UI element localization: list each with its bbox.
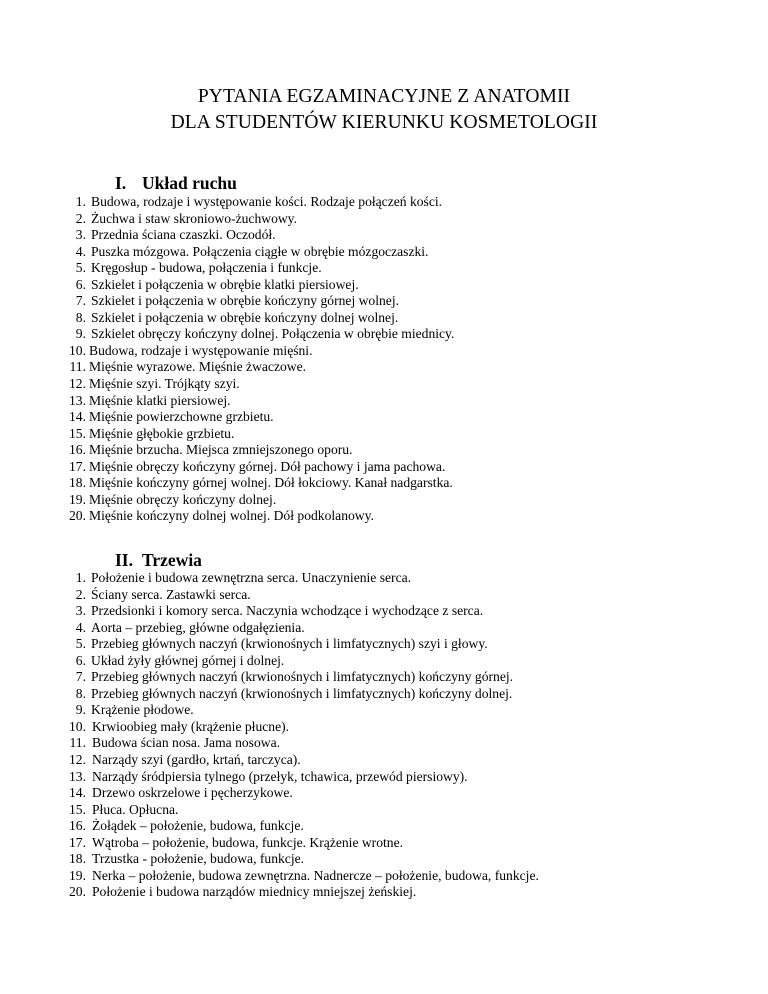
question-number: 16. [69,442,86,458]
section-title: Trzewia [142,550,202,570]
question-text: Ściany serca. Zastawki serca. [91,586,251,602]
question-text: Mięśnie głębokie grzbietu. [89,425,235,441]
question-text: Żuchwa i staw skroniowo-żuchwowy. [91,210,297,226]
question-item [62,376,454,393]
question-text: Szkielet i połączenia w obrębie klatki piersiowej. [91,276,359,292]
question-text: Wątroba – położenie, budowa, funkcje. Krążenie wrotne. [92,834,404,850]
question-item [62,620,539,637]
question-text: Szkielet obręczy kończyny dolnej. Połączenia w obrębie miednicy. [91,326,455,342]
question-text: Mięśnie wyrazowe. Mięśnie żwaczowe. [89,359,307,375]
question-item [62,752,539,769]
question-number: 2. [75,586,86,602]
question-item [62,884,539,901]
question-text: Nerka – położenie, budowa zewnętrzna. Nadnercze – położenie, budowa, funkcje. [92,867,539,883]
question-text: Narządy szyi (gardło, krtań, tarczyca). [92,752,301,768]
question-number: 4. [75,243,86,259]
question-text: Budowa ścian nosa. Jama nosowa. [92,735,281,751]
question-item [62,359,454,376]
question-text: Kręgosłup - budowa, połączenia i funkcje. [91,260,322,276]
question-text: Mięśnie kończyny dolnej wolnej. Dół podkolanowy. [89,508,374,524]
question-number: 7. [75,293,86,309]
question-item [62,802,539,819]
question-item [62,393,454,410]
question-item [62,293,454,310]
question-text: Mięśnie szyi. Trójkąty szyi. [89,376,240,392]
question-number: 19. [69,867,86,883]
section-heading-uklad-ruchu [115,173,237,194]
question-number: 10. [69,718,86,734]
document-title [0,84,768,136]
title-line-1: PYTANIA EGZAMINACYJNE Z ANATOMII [197,86,571,107]
section-numeral: II. [115,550,133,570]
question-item [62,426,454,443]
question-text: Położenie i budowa narządów miednicy mniejszej żeńskiej. [92,884,417,900]
question-number: 17. [69,834,86,850]
question-text: Budowa, rodzaje i występowanie kości. Rodzaje połączeń kości. [91,194,443,209]
question-number: 4. [75,619,86,635]
question-number: 11. [69,359,86,375]
question-text: Żołądek – położenie, budowa, funkcje. [92,818,304,834]
question-text: Przebieg głównych naczyń (krwionośnych i limfatycznych) szyi i głowy. [91,636,488,652]
question-item [62,508,454,525]
question-number: 1. [75,194,86,209]
question-number: 14. [69,785,86,801]
question-item [62,818,539,835]
question-number: 6. [75,276,86,292]
question-number: 14. [69,409,86,425]
question-text: Położenie i budowa zewnętrzna serca. Unaczynienie serca. [91,570,412,585]
question-text: Przebieg głównych naczyń (krwionośnych i limfatycznych) kończyny górnej. [91,669,514,685]
question-number: 20. [69,884,86,900]
question-text: Puszka mózgowa. Połączenia ciągłe w obrębie mózgoczaszki. [91,243,429,259]
question-text: Szkielet i połączenia w obrębie kończyny górnej wolnej. [91,293,400,309]
question-number: 18. [69,475,86,491]
question-item [62,326,454,343]
question-item [62,653,539,670]
question-number: 19. [69,491,86,507]
question-number: 3. [75,603,86,619]
question-item [62,227,454,244]
question-item [62,735,539,752]
question-item [62,785,539,802]
question-text: Przednia ściana czaszki. Oczodół. [91,227,276,243]
question-text: Trzustka - położenie, budowa, funkcje. [92,851,305,867]
question-number: 15. [69,425,86,441]
question-item [62,409,454,426]
question-number: 16. [69,818,86,834]
question-item [62,211,454,228]
question-number: 10. [69,342,86,358]
question-item [62,769,539,786]
question-item [62,244,454,261]
question-number: 7. [75,669,86,685]
question-item [62,719,539,736]
question-text: Mięśnie obręczy kończyny górnej. Dół pachowy i jama pachowa. [89,458,446,474]
question-item [62,260,454,277]
question-item [62,587,539,604]
question-list-trzewia [62,570,539,901]
question-item [62,603,539,620]
question-number: 12. [69,376,86,392]
question-text: Narządy śródpiersia tylnego (przełyk, tchawica, przewód piersiowy). [92,768,468,784]
question-number: 11. [69,735,86,751]
title-line-2: DLA STUDENTÓW KIERUNKU KOSMETOLOGII [170,112,598,133]
question-item [62,868,539,885]
question-item [62,835,539,852]
question-number: 17. [69,458,86,474]
question-text: Mięśnie powierzchowne grzbietu. [89,409,274,425]
question-text: Mięśnie kończyny górnej wolnej. Dół łokciowy. Kanał nadgarstka. [89,475,453,491]
question-number: 3. [75,227,86,243]
question-number: 5. [75,636,86,652]
question-number: 13. [69,768,86,784]
question-number: 20. [69,508,86,524]
section-title: Układ ruchu [142,173,237,193]
question-text: Szkielet i połączenia w obrębie kończyny dolnej wolnej. [91,309,399,325]
question-number: 15. [69,801,86,817]
section-numeral: I. [115,173,127,193]
question-item [62,851,539,868]
question-item [62,442,454,459]
question-item [62,570,539,587]
question-text: Mięśnie klatki piersiowej. [89,392,231,408]
question-text: Krwioobieg mały (krążenie płucne). [92,718,290,734]
question-item [62,686,539,703]
question-item [62,277,454,294]
question-text: Mięśnie brzucha. Miejsca zmniejszonego oporu. [89,442,353,458]
question-number: 8. [75,685,86,701]
question-number: 5. [75,260,86,276]
question-text: Układ żyły głównej górnej i dolnej. [91,652,285,668]
question-number: 18. [69,851,86,867]
question-item [62,702,539,719]
question-number: 2. [75,210,86,226]
question-text: Aorta – przebieg, główne odgałęzienia. [91,619,305,635]
question-item [62,475,454,492]
question-text: Przedsionki i komory serca. Naczynia wchodzące i wychodzące z serca. [91,603,484,619]
question-number: 12. [69,752,86,768]
question-text: Krążenie płodowe. [91,702,194,718]
question-list-uklad-ruchu [62,194,454,525]
question-item [62,194,454,211]
question-item [62,343,454,360]
question-item [62,669,539,686]
question-item [62,310,454,327]
question-text: Mięśnie obręczy kończyny dolnej. [89,491,277,507]
question-number: 13. [69,392,86,408]
question-number: 9. [75,326,86,342]
question-text: Budowa, rodzaje i występowanie mięśni. [89,342,313,358]
question-item [62,636,539,653]
question-number: 9. [75,702,86,718]
question-text: Drzewo oskrzelowe i pęcherzykowe. [92,785,293,801]
question-number: 1. [75,570,86,585]
question-text: Przebieg głównych naczyń (krwionośnych i limfatycznych) kończyny dolnej. [91,685,513,701]
question-item [62,492,454,509]
question-number: 8. [75,309,86,325]
question-number: 6. [75,652,86,668]
question-text: Płuca. Opłucna. [92,801,179,817]
section-heading-trzewia [115,550,202,571]
question-item [62,459,454,476]
